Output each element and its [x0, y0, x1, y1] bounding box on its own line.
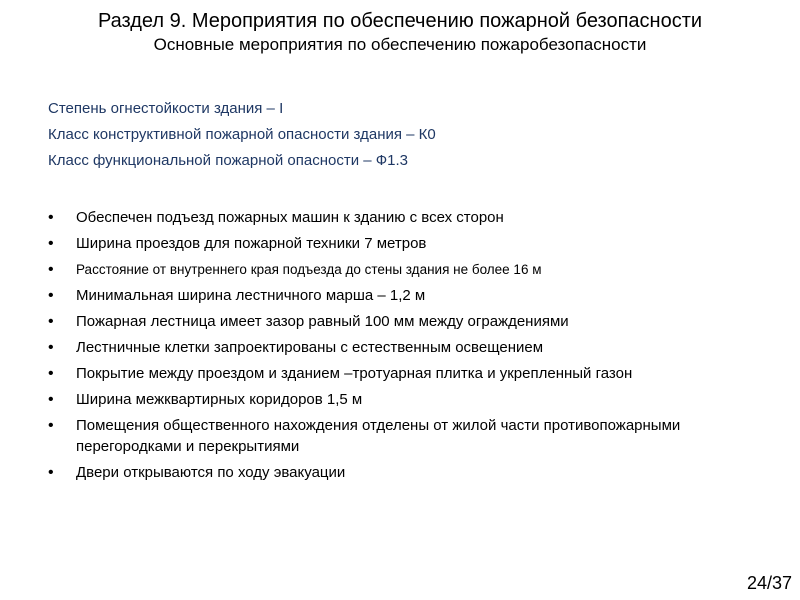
- list-item: [48, 233, 748, 254]
- page-number: 24/37: [746, 573, 792, 593]
- list-item: [48, 363, 748, 384]
- spec-fire-resistance: Степень огнестойкости здания – I: [48, 100, 284, 117]
- list-item-text: Расстояние от внутреннего края подъезда до стены здания не более 16 м: [76, 262, 542, 277]
- fire-safety-measures-list: [48, 207, 748, 488]
- list-item-text: Лестничные клетки запроектированы с естественным освещением: [76, 339, 544, 356]
- list-item: [48, 311, 748, 332]
- list-item-text: Помещения общественного нахождения отделены от жилой части противопожарными перегородками и перекрытиями: [76, 417, 681, 455]
- list-item: [48, 207, 748, 228]
- bullet-icon: •: [48, 287, 54, 304]
- slide-title: Раздел 9. Мероприятия по обеспечению пожарной безопасности: [97, 10, 703, 32]
- bullet-icon: •: [48, 417, 54, 434]
- list-item: [48, 462, 748, 483]
- slide-subtitle: Основные мероприятия по обеспечению пожаробезопасности: [153, 35, 647, 54]
- bullet-icon: •: [48, 365, 54, 382]
- bullet-icon: •: [48, 313, 54, 330]
- list-item-text: Минимальная ширина лестничного марша – 1,2 м: [76, 287, 426, 304]
- list-item: [48, 285, 748, 306]
- bullet-icon: •: [48, 261, 54, 278]
- bullet-icon: •: [48, 235, 54, 252]
- bullet-icon: •: [48, 209, 54, 226]
- list-item-text: Покрытие между проездом и зданием –тротуарная плитка и укрепленный газон: [76, 365, 633, 382]
- spec-functional-class: Класс функциональной пожарной опасности – Ф1.3: [48, 152, 408, 169]
- list-item-text: Ширина проездов для пожарной техники 7 метров: [76, 235, 427, 252]
- spec-structural-class: Класс конструктивной пожарной опасности здания – К0: [48, 126, 436, 143]
- list-item: [48, 415, 748, 457]
- building-specs: [48, 98, 768, 176]
- list-item-text: Обеспечен подъезд пожарных машин к зданию с всех сторон: [76, 209, 504, 226]
- list-item: [48, 337, 748, 358]
- list-item-text: Ширина межквартирных коридоров 1,5 м: [76, 391, 363, 408]
- list-item: [48, 259, 748, 280]
- bullet-icon: •: [48, 391, 54, 408]
- list-item-text: Двери открываются по ходу эвакуации: [76, 464, 346, 481]
- list-item: [48, 389, 748, 410]
- bullet-icon: •: [48, 464, 54, 481]
- bullet-icon: •: [48, 339, 54, 356]
- list-item-text: Пожарная лестница имеет зазор равный 100 мм между ограждениями: [76, 313, 569, 330]
